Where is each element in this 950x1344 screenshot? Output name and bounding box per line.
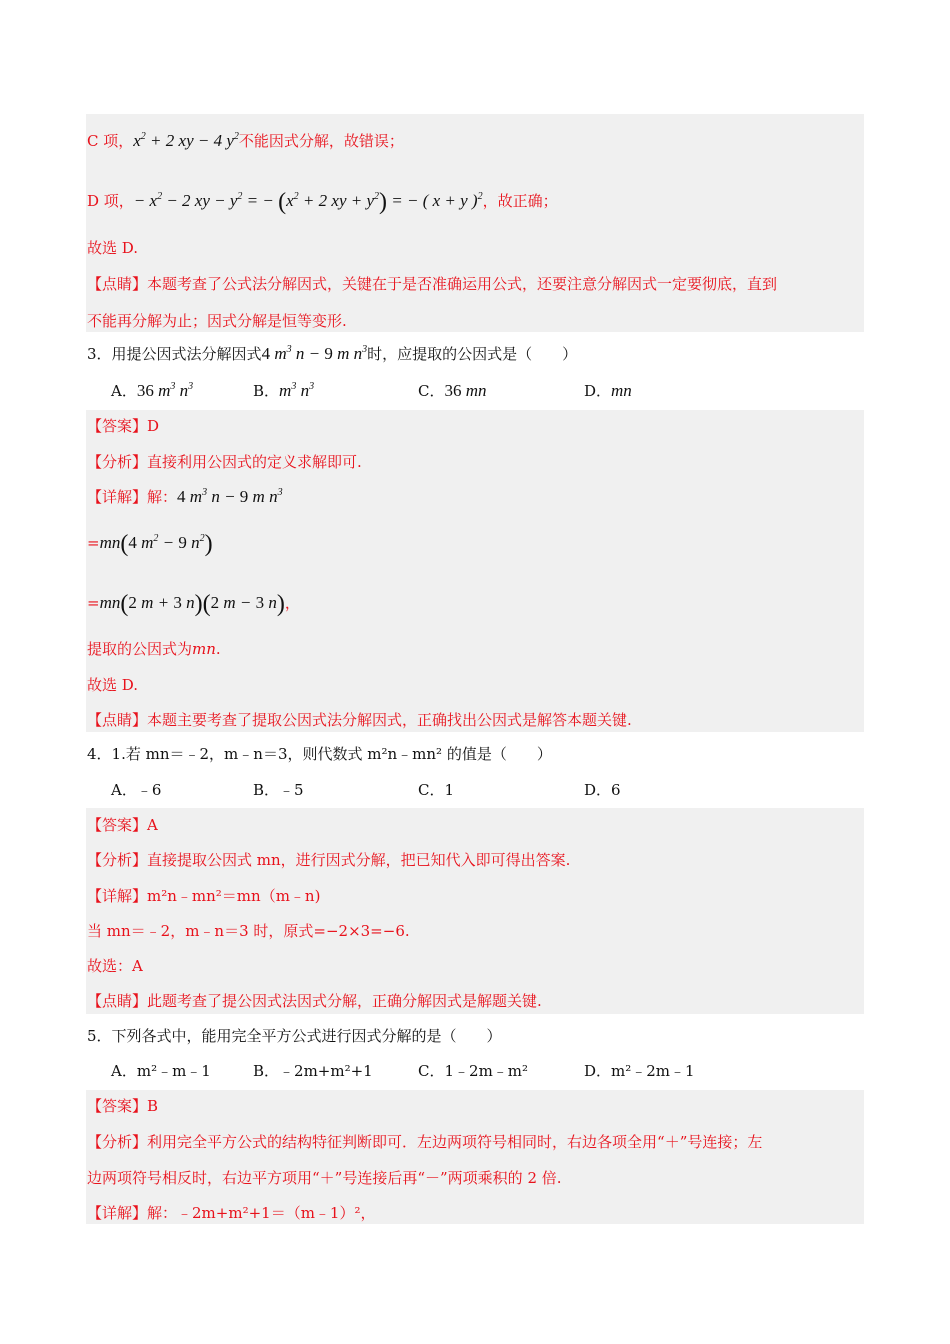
option-d-explanation: D 项，− $x^2 - 2$ xy − $y^2$ = − ($x^2 + 2$ xy + $y^2$) = − ( x + y )$^2$，故正确；	[87, 189, 558, 215]
q3-choose: 故选 D.	[87, 676, 139, 694]
choose-line-q2: 故选 D.	[87, 239, 139, 257]
q3-option-d[interactable]: D．mn	[584, 381, 632, 400]
q4-comment: 【点睛】此题考查了提公因式法因式分解，正确分解因式是解题关键.	[87, 992, 542, 1010]
comment-tag: 【点睛】	[87, 275, 148, 293]
q4-answer: 【答案】A	[87, 816, 158, 834]
question-4-stem: 4．1.若 mn＝﹣2，m﹣n＝3，则代数式 m²n﹣mn² 的值是（ ）	[87, 745, 552, 763]
solution-panel-q4	[86, 808, 864, 1014]
formula-d: − $x^2 - 2$ xy − $y^2$ = − ($x^2 + 2$ xy + $y^2$) = − ( x + y )$^2$	[133, 189, 483, 215]
q4-option-c[interactable]: C．1	[418, 781, 455, 799]
q3-step-1: =mn(4 $m^2 - 9$ $n^2$)	[87, 531, 213, 557]
option-c-explanation: C 项，$x^2 + 2$ xy − 4 $y^2$不能因式分解，故错误；	[87, 131, 404, 150]
formula-c: $x^2 + 2$ xy − 4 $y^2$	[133, 131, 239, 150]
q4-option-b[interactable]: B．﹣5	[253, 781, 304, 799]
q3-answer: 【答案】D	[87, 417, 160, 435]
question-3-stem: 3．用提公因式法分解因式4 $m^3$ n − 9 m $n^3$时，应提取的公因式是（ ）	[87, 344, 578, 363]
q3-option-a[interactable]: A．36 $m^3$ $n^3$	[111, 381, 194, 400]
q5-analysis-cont: 边两项符号相反时，右边平方项用“＋”号连接后再“－”两项乘积的 2 倍.	[87, 1169, 562, 1187]
q5-option-d[interactable]: D．m²﹣2m﹣1	[584, 1062, 695, 1080]
q4-choose: 故选：A	[87, 957, 143, 975]
q3-comment: 【点睛】本题主要考查了提取公因式法分解因式，正确找出公因式是解答本题关键.	[87, 711, 632, 729]
q3-option-c[interactable]: C．36 mn	[418, 381, 487, 400]
q3-analysis: 【分析】直接利用公因式的定义求解即可.	[87, 453, 362, 471]
comment-line-q2-cont: 不能再分解为止；因式分解是恒等变形.	[87, 312, 347, 330]
q5-analysis: 【分析】利用完全平方公式的结构特征判断即可．左边两项符号相同时，右边各项全用“＋”号连接；左	[87, 1133, 763, 1151]
q5-answer: 【答案】B	[87, 1097, 159, 1115]
comment-line-q2: 【点睛】本题考查了公式法分解因式，关键在于是否准确运用公式，还要注意分解因式一定要彻底，直到	[87, 275, 778, 293]
q4-analysis: 【分析】直接提取公因式 mn，进行因式分解，把已知代入即可得出答案.	[87, 851, 571, 869]
q3-option-b[interactable]: B．$m^3$ $n^3$	[253, 381, 315, 400]
q3-extract: 提取的公因式为mn.	[87, 640, 221, 658]
q3-detail: 【详解】解：4 $m^3$ n − 9 m $n^3$	[87, 487, 283, 506]
question-5-stem: 5．下列各式中，能用完全平方公式进行因式分解的是（ ）	[87, 1027, 502, 1045]
q5-option-b[interactable]: B．﹣2m+m²+1	[253, 1062, 373, 1080]
q5-detail: 【详解】解：﹣2m+m²+1＝（m﹣1）²，	[87, 1204, 376, 1222]
q4-option-d[interactable]: D．6	[584, 781, 621, 799]
q4-substitution: 当 mn＝﹣2，m﹣n＝3 时，原式=−2×3=−6.	[87, 922, 410, 940]
q5-option-a[interactable]: A．m²﹣m﹣1	[111, 1062, 211, 1080]
formula-q3-stem: 4 $m^3$ n − 9 m $n^3$	[261, 344, 368, 363]
q5-option-c[interactable]: C．1﹣2m﹣m²	[418, 1062, 529, 1080]
q3-step-2: =mn(2 m + 3 n)(2 m − 3 n)，	[87, 591, 300, 617]
q4-detail: 【详解】m²n﹣mn²＝mn（m﹣n)	[87, 887, 321, 905]
q4-option-a[interactable]: A．﹣6	[111, 781, 162, 799]
